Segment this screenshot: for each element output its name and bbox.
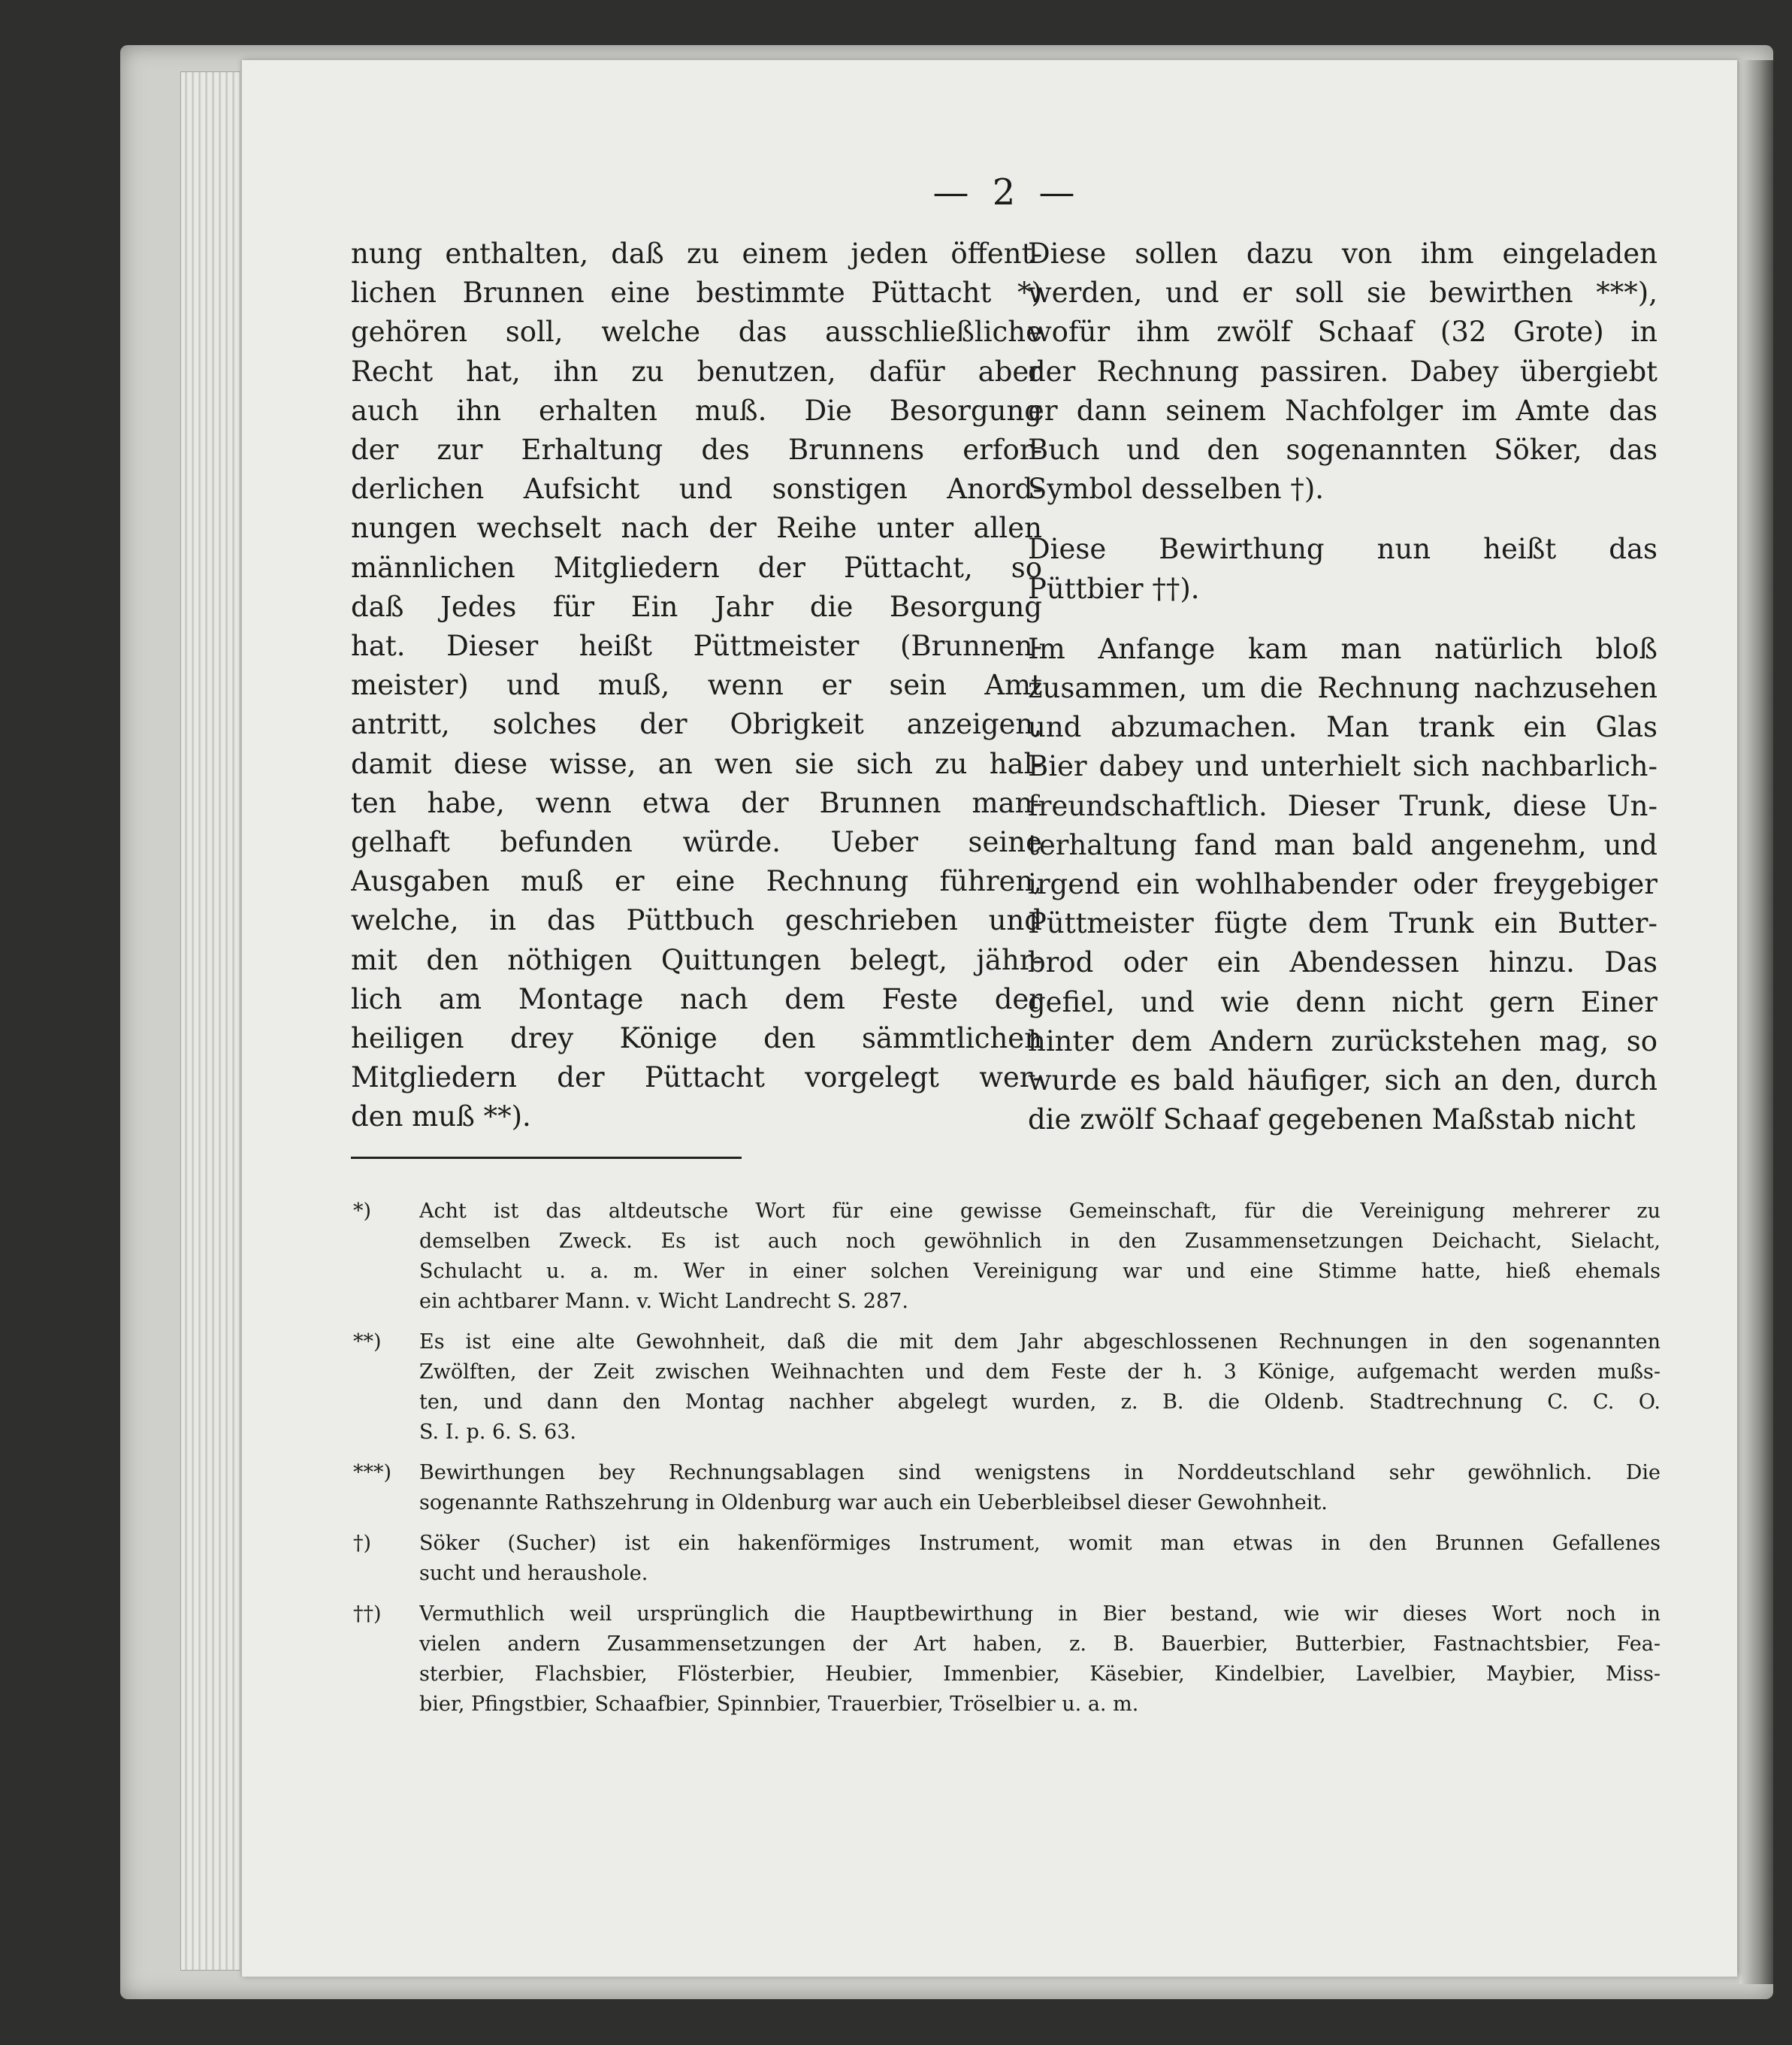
text-line: mit den nöthigen Quittungen belegt, jähr- <box>351 943 1042 976</box>
text-line: terhaltung fand man bald angenehm, und <box>1028 828 1658 861</box>
text-line: lichen Brunnen eine bestimmte Püttacht *) <box>351 277 1042 310</box>
text-line: den muß **). <box>351 1100 531 1133</box>
footnote <box>353 1196 1661 1317</box>
footnote-mark: **) <box>353 1330 382 1354</box>
footnote-line: ten, und dann den Montag nachher abgelegt wurden, z. B. die Oldenb. Stadtrechnung C. C. O. <box>419 1390 1661 1414</box>
text-line: gelhaft befunden würde. Ueber seine <box>351 826 1042 859</box>
footnote-line: Vermuthlich weil ursprünglich die Hauptbewirthung in Bier bestand, wie wir dieses Wort noch in <box>419 1602 1661 1626</box>
footnote-line: Söker (Sucher) ist ein hakenförmiges Instrument, womit man etwas in den Brunnen Gefallenes <box>419 1532 1661 1555</box>
text-line: wurde es bald häufiger, sich an den, durch <box>1028 1064 1658 1097</box>
footnote-line: ein achtbarer Mann. v. Wicht Landrecht S. 287. <box>419 1290 908 1313</box>
footnote-mark: †) <box>353 1532 372 1555</box>
left-column <box>351 234 1042 1137</box>
footnote-line: sterbier, Flachsbier, Flösterbier, Heubier, Immenbier, Käsebier, Kindelbier, Lavelbier, Maybier, Miss- <box>419 1662 1661 1686</box>
footnote-line: sucht und heraushole. <box>419 1562 648 1585</box>
text-line: er dann seinem Nachfolger im Amte das <box>1028 394 1658 427</box>
paragraph-gap <box>1028 609 1658 630</box>
text-line: die zwölf Schaaf gegebenen Maßstab nicht <box>1028 1103 1636 1136</box>
text-line: hinter dem Andern zurückstehen mag, so <box>1028 1024 1658 1057</box>
text-line: Recht hat, ihn zu benutzen, dafür aber <box>351 355 1042 388</box>
text-line: Diese Bewirthung nun heißt das <box>1028 533 1658 566</box>
text-line: werden, und er soll sie bewirthen ***), <box>1028 277 1658 310</box>
text-line: gehören soll, welche das ausschließliche <box>351 316 1042 349</box>
text-line: Buch und den sogenannten Söker, das <box>1028 434 1658 467</box>
text-line: Im Anfange kam man natürlich bloß <box>1028 632 1658 665</box>
text-line: ten habe, wenn etwa der Brunnen man- <box>351 786 1042 819</box>
footnote-line: sogenannte Rathszehrung in Oldenburg war auch ein Ueberbleibsel dieser Gewohnheit. <box>419 1491 1328 1514</box>
footnote <box>353 1327 1661 1448</box>
text-line: der Rechnung passiren. Dabey übergiebt <box>1028 355 1658 388</box>
page-number: — 2 — <box>932 171 1081 213</box>
footnote-line: Acht ist das altdeutsche Wort für eine gewisse Gemeinschaft, für die Vereinigung mehrerer zu <box>419 1199 1661 1223</box>
text-line: freundschaftlich. Dieser Trunk, diese Un- <box>1028 789 1658 822</box>
text-line: zusammen, um die Rechnung nachzusehen <box>1028 672 1658 705</box>
text-line: männlichen Mitgliedern der Püttacht, so <box>351 551 1042 584</box>
right-column <box>1028 234 1658 1139</box>
footnote <box>353 1599 1661 1720</box>
text-line: auch ihn erhalten muß. Die Besorgung <box>351 394 1042 427</box>
text-line: welche, in das Püttbuch geschrieben und <box>351 904 1042 937</box>
footnote-line: Bewirthungen bey Rechnungsablagen sind wenigstens in Norddeutschland sehr gewöhnlich. Die <box>419 1461 1661 1484</box>
text-line: antritt, solches der Obrigkeit anzeigen, <box>351 708 1042 741</box>
footnote <box>353 1458 1661 1518</box>
footnote <box>353 1529 1661 1589</box>
footnote-line: S. I. p. 6. S. 63. <box>419 1420 576 1444</box>
text-line: derlichen Aufsicht und sonstigen Anord- <box>351 473 1042 506</box>
text-line: und abzumachen. Man trank ein Glas <box>1028 711 1658 744</box>
footnote-line: demselben Zweck. Es ist auch noch gewöhnlich in den Zusammensetzungen Deichacht, Sielacht, <box>419 1230 1661 1253</box>
text-line: Püttbier ††). <box>1028 572 1200 605</box>
text-line: hat. Dieser heißt Püttmeister (Brunnen- <box>351 630 1042 663</box>
footnote-line: bier, Pfingstbier, Schaafbier, Spinnbier, Trauerbier, Tröselbier u. a. m. <box>419 1693 1139 1716</box>
text-line: Diese sollen dazu von ihm eingeladen <box>1028 237 1658 270</box>
text-line: nung enthalten, daß zu einem jeden öffent- <box>351 237 1042 270</box>
footnote-mark: *) <box>353 1199 372 1223</box>
text-line: daß Jedes für Ein Jahr die Besorgung <box>351 590 1042 623</box>
text-line: brod oder ein Abendessen hinzu. Das <box>1028 946 1658 979</box>
text-line: damit diese wisse, an wen sie sich zu hal- <box>351 747 1042 780</box>
text-line: meister) und muß, wenn er sein Amt <box>351 669 1042 702</box>
text-line: Mitgliedern der Püttacht vorgelegt wer- <box>351 1061 1042 1094</box>
page-right-edge <box>1739 60 1773 1984</box>
text-line: wofür ihm zwölf Schaaf (32 Grote) in <box>1028 316 1658 349</box>
text-line: Bier dabey und unterhielt sich nachbarlich- <box>1028 750 1658 783</box>
footnote-line: vielen andern Zusammensetzungen der Art haben, z. B. Bauerbier, Butterbier, Fastnachtsbier, Fea- <box>419 1632 1661 1656</box>
paragraph-gap <box>1028 509 1658 530</box>
footnote-separator-rule <box>351 1157 742 1159</box>
footnotes <box>353 1196 1661 1730</box>
footnote-line: Schulacht u. a. m. Wer in einer solchen Vereinigung war und eine Stimme hatte, hieß ehemals <box>419 1260 1661 1283</box>
footnote-line: Es ist eine alte Gewohnheit, daß die mit dem Jahr abgeschlossenen Rechnungen in den sogenannten <box>419 1330 1661 1354</box>
text-line: Ausgaben muß er eine Rechnung führen, <box>351 865 1042 898</box>
footnote-mark: ††) <box>353 1602 382 1626</box>
text-line: nungen wechselt nach der Reihe unter allen <box>351 512 1042 545</box>
footnote-mark: ***) <box>353 1461 392 1484</box>
text-line: heiligen drey Könige den sämmtlichen <box>351 1022 1042 1055</box>
text-line: irgend ein wohlhabender oder freygebiger <box>1028 868 1658 901</box>
text-line: der zur Erhaltung des Brunnens erfor- <box>351 434 1042 467</box>
text-line: Püttmeister fügte dem Trunk ein Butter- <box>1028 907 1658 940</box>
text-line: lich am Montage nach dem Feste der <box>351 982 1042 1015</box>
footnote-line: Zwölften, der Zeit zwischen Weihnachten und dem Feste der h. 3 Könige, aufgemacht werden mußs- <box>419 1360 1661 1384</box>
text-line: gefiel, und wie denn nicht gern Einer <box>1028 985 1658 1018</box>
text-line: Symbol desselben †). <box>1028 473 1325 506</box>
